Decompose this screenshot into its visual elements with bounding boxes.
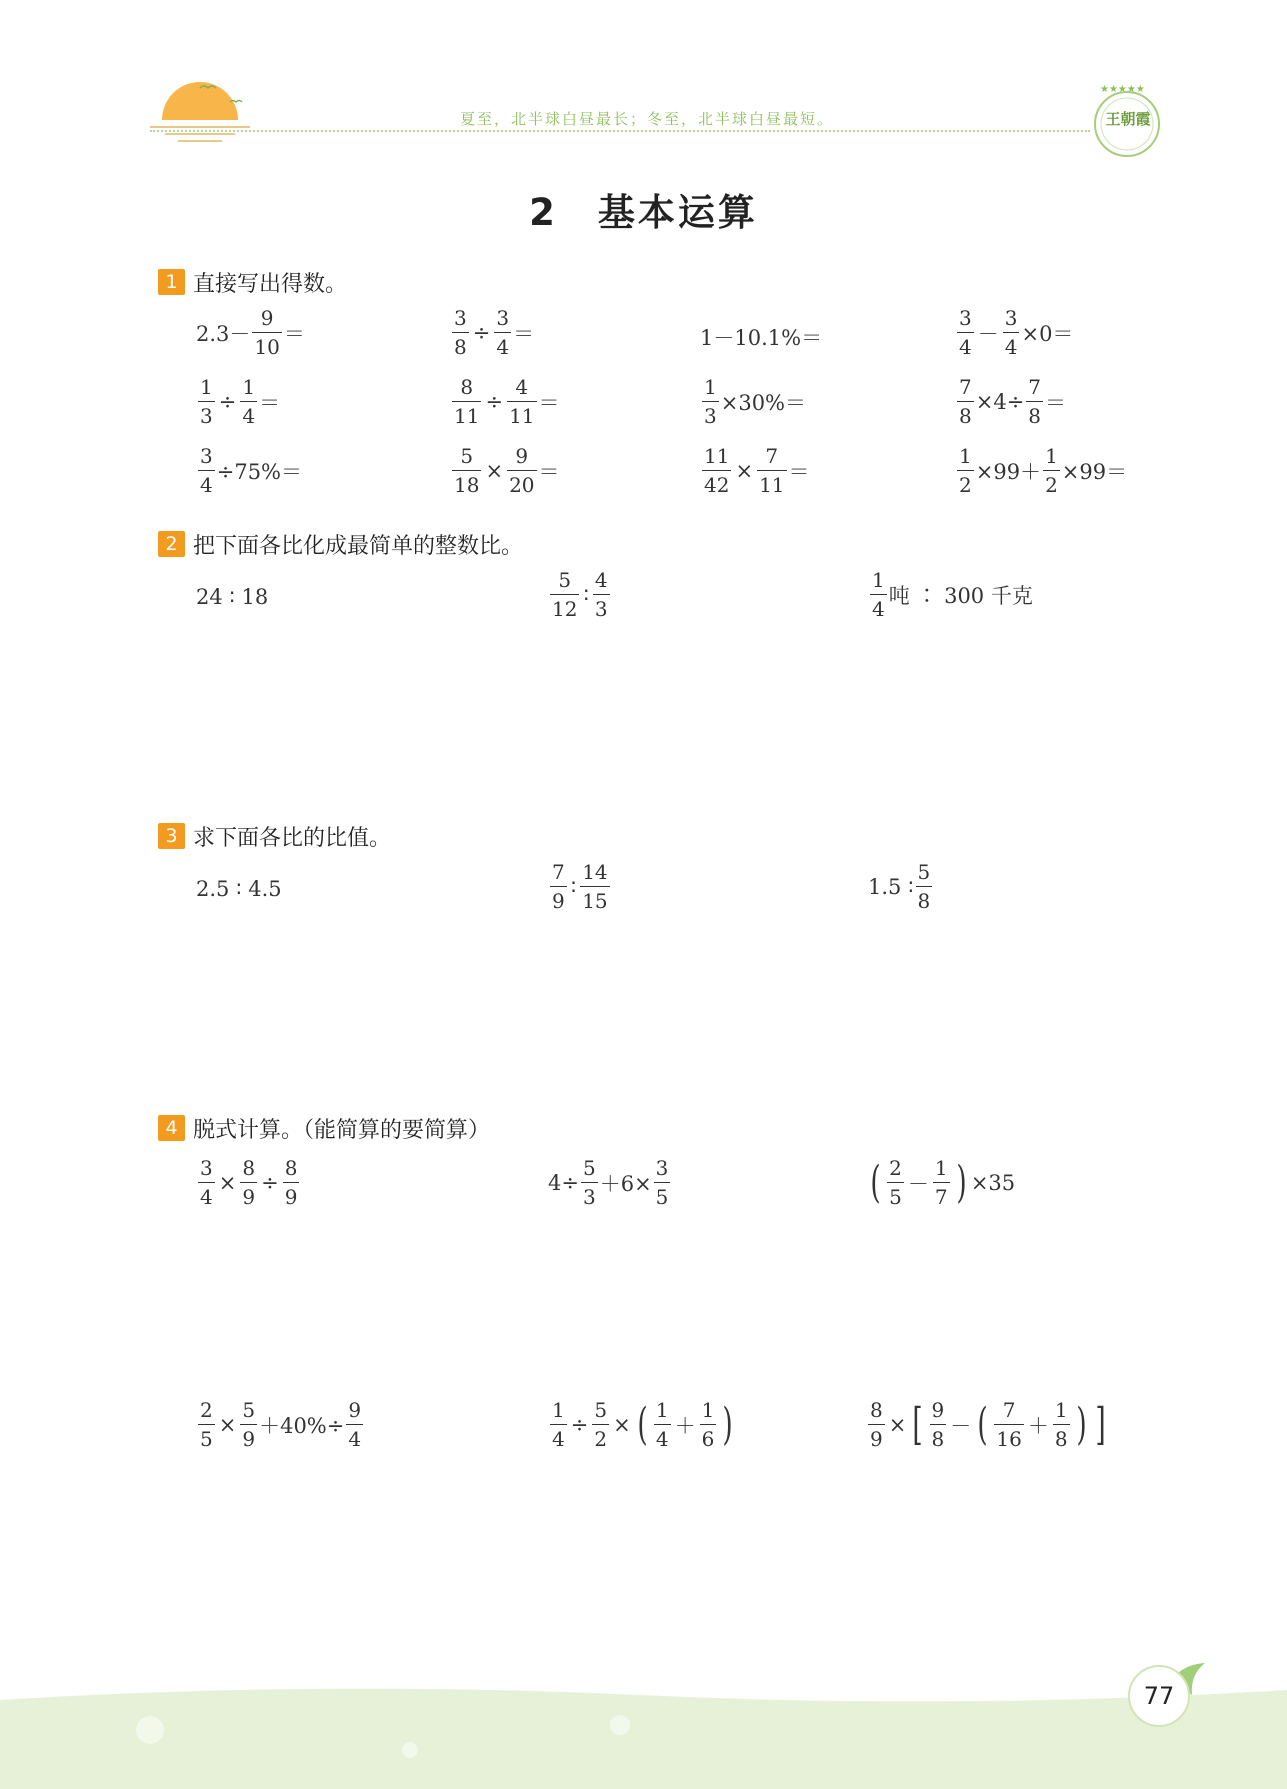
section-4-heading: [158, 1114, 490, 1142]
section-text: 把下面各比化成最简单的整数比。: [193, 533, 524, 559]
section-1-heading: [158, 268, 347, 296]
s4-problem-3: ( $\frac{2}{5}$ － $\frac{1}{7}$ ) ×35: [870, 1156, 1016, 1209]
s2-problem-3: $\frac{1}{4}$ 吨 ∶ 300 千克: [872, 568, 1033, 621]
s4-problem-5: $\frac{1}{4}$ ÷ $\frac{5}{2}$ × ( $\frac{1}{4}$ ＋ $\frac{1}{6}$ ): [552, 1398, 734, 1451]
s1-problem-10: $\frac{5}{18}$ × $\frac{9}{20}$ ＝: [454, 444, 560, 497]
s3-problem-2: $\frac{7}{9}$ ∶ $\frac{14}{15}$: [552, 860, 608, 913]
s1-problem-5: $\frac{1}{3}$ ÷ $\frac{1}{4}$ ＝: [200, 375, 281, 428]
s4-problem-2: 4÷ $\frac{5}{3}$ ＋6× $\frac{3}{5}$: [548, 1156, 669, 1209]
s4-problem-1: $\frac{3}{4}$ × $\frac{8}{9}$ ÷ $\frac{8}{9}$: [200, 1156, 298, 1209]
s3-problem-3: 1.5 ∶ $\frac{5}{8}$: [868, 860, 931, 913]
s1-problem-11: $\frac{11}{42}$ × $\frac{7}{11}$ ＝: [704, 444, 810, 497]
page-number: 77: [1128, 1665, 1190, 1727]
header-motto: 夏至，北半球白昼最长；冬至，北半球白昼最短。: [460, 110, 835, 128]
s1-problem-3: 1－10.1%＝: [700, 326, 823, 350]
sunset-icon: [150, 80, 250, 150]
s3-problem-1: 2.5 ∶ 4.5: [196, 877, 282, 901]
s1-problem-12: $\frac{1}{2}$ ×99＋ $\frac{1}{2}$ ×99＝: [959, 444, 1128, 497]
s2-problem-2: $\frac{5}{12}$ ∶ $\frac{4}{3}$: [552, 568, 608, 621]
section-3-heading: [158, 822, 391, 850]
s1-problem-6: $\frac{8}{11}$ ÷ $\frac{4}{11}$ ＝: [454, 375, 560, 428]
brand-logo-text: 王朝霞: [1105, 110, 1151, 128]
footer-wave-decoration: [0, 1680, 1287, 1789]
section-badge: 2: [158, 531, 185, 557]
section-text: 求下面各比的比值。: [193, 825, 392, 851]
header-rule: [150, 130, 1090, 132]
s1-problem-1: 2.3－ $\frac{9}{10}$ ＝: [196, 306, 305, 359]
s1-problem-9: $\frac{3}{4}$ ÷75%＝: [200, 444, 303, 497]
svg-text:★★★★★: ★★★★★: [1100, 84, 1145, 95]
s1-problem-7: $\frac{1}{3}$ ×30%＝: [704, 375, 807, 428]
s1-problem-4: $\frac{3}{4}$ － $\frac{3}{4}$ ×0＝: [959, 306, 1074, 359]
s2-problem-1: 24 ∶ 18: [196, 585, 269, 609]
section-badge: 3: [158, 823, 185, 849]
section-2-heading: [158, 530, 523, 558]
page-title: 2 基本运算: [529, 191, 758, 234]
s4-problem-4: $\frac{2}{5}$ × $\frac{5}{9}$ ＋40%÷ $\frac{9}{4}$: [200, 1398, 362, 1451]
s1-problem-8: $\frac{7}{8}$ ×4÷ $\frac{7}{8}$ ＝: [959, 375, 1067, 428]
section-text: 脱式计算。（能简算的要简算）: [193, 1117, 491, 1143]
section-badge: 4: [158, 1115, 185, 1141]
s1-problem-2: $\frac{3}{8}$ ÷ $\frac{3}{4}$ ＝: [454, 306, 535, 359]
s4-problem-6: $\frac{8}{9}$ × [ $\frac{9}{8}$ － ( $\frac{7}{16}$ ＋ $\frac{1}{8}$ ) ]: [870, 1398, 1106, 1451]
section-text: 直接写出得数。: [193, 271, 348, 297]
section-badge: 1: [158, 269, 185, 295]
